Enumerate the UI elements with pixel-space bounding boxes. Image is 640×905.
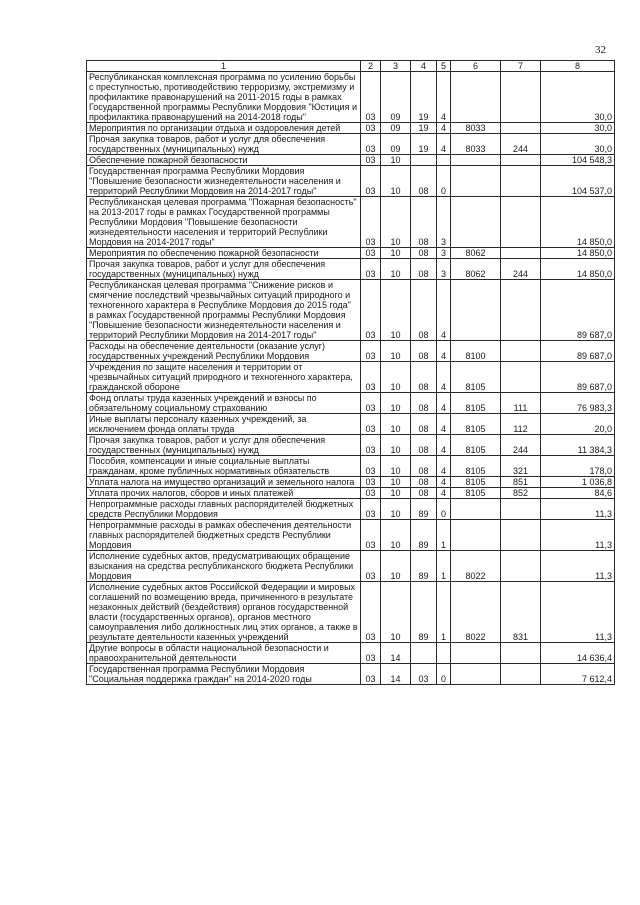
code-cell-col-6: 8022 <box>451 551 501 582</box>
code-cell-col-2: 03 <box>361 643 381 664</box>
expense-name-cell: Обеспечение пожарной безопасности <box>87 155 361 166</box>
code-cell-col-6 <box>451 499 501 520</box>
code-cell-col-4: 08 <box>411 248 437 259</box>
page-number: 32 <box>595 44 606 56</box>
code-cell-col-5: 4 <box>437 362 451 393</box>
table-row <box>87 393 615 414</box>
table-row <box>87 643 615 664</box>
code-cell-col-6: 8105 <box>451 414 501 435</box>
code-cell-col-2: 03 <box>361 488 381 499</box>
table-row <box>87 477 615 488</box>
code-cell-col-7 <box>501 362 541 393</box>
table-row <box>87 341 615 362</box>
code-cell-col-6: 8062 <box>451 248 501 259</box>
code-cell-col-7 <box>501 280 541 341</box>
code-cell-col-6: 8100 <box>451 341 501 362</box>
code-cell-col-5: 4 <box>437 414 451 435</box>
code-cell-col-8: 76 983,3 <box>541 393 615 414</box>
code-cell-col-3: 10 <box>381 341 411 362</box>
code-cell-col-5: 4 <box>437 72 451 123</box>
table-row <box>87 551 615 582</box>
code-cell-col-8: 89 687,0 <box>541 280 615 341</box>
code-cell-col-5: 1 <box>437 551 451 582</box>
code-cell-col-2: 03 <box>361 456 381 477</box>
expense-name-cell: Прочая закупка товаров, работ и услуг для обеспечения государственных (муниципальных) нужд <box>87 134 361 155</box>
code-cell-col-2: 03 <box>361 520 381 551</box>
code-cell-col-3: 14 <box>381 664 411 685</box>
code-cell-col-8: 178,0 <box>541 456 615 477</box>
code-cell-col-3: 10 <box>381 456 411 477</box>
code-cell-col-5: 0 <box>437 664 451 685</box>
column-header-4: 4 <box>411 61 437 72</box>
expense-name-cell: Республиканская комплексная программа по усилению борьбы с преступностью, противодействию терроризму, экстремизму и профилактике правонарушений на 2011-2015 годы в рамках Государственной программы Республики Мордовия "Юстиция и профилактика правонарушений на 2014-2018 годы" <box>87 72 361 123</box>
code-cell-col-8: 14 850,0 <box>541 197 615 248</box>
table-row <box>87 123 615 134</box>
code-cell-col-2: 03 <box>361 499 381 520</box>
code-cell-col-3: 10 <box>381 362 411 393</box>
code-cell-col-3: 10 <box>381 435 411 456</box>
code-cell-col-7: 852 <box>501 488 541 499</box>
expense-name-cell: Иные выплаты персоналу казенных учреждений, за исключением фонда оплаты труда <box>87 414 361 435</box>
table-row <box>87 664 615 685</box>
code-cell-col-6: 8105 <box>451 362 501 393</box>
table-row <box>87 582 615 643</box>
code-cell-col-8: 104 537,0 <box>541 166 615 197</box>
code-cell-col-5: 3 <box>437 197 451 248</box>
code-cell-col-2: 03 <box>361 414 381 435</box>
table-row <box>87 499 615 520</box>
code-cell-col-5: 4 <box>437 456 451 477</box>
code-cell-col-8: 30,0 <box>541 72 615 123</box>
code-cell-col-8: 89 687,0 <box>541 341 615 362</box>
expense-name-cell: Пособия, компенсации и иные социальные выплаты гражданам, кроме публичных нормативных обязательств <box>87 456 361 477</box>
code-cell-col-3: 10 <box>381 551 411 582</box>
code-cell-col-7 <box>501 72 541 123</box>
code-cell-col-5: 4 <box>437 393 451 414</box>
code-cell-col-2: 03 <box>361 362 381 393</box>
code-cell-col-2: 03 <box>361 477 381 488</box>
code-cell-col-5: 4 <box>437 477 451 488</box>
code-cell-col-4: 08 <box>411 477 437 488</box>
code-cell-col-3: 10 <box>381 582 411 643</box>
code-cell-col-8: 11,3 <box>541 499 615 520</box>
table-header <box>87 61 615 72</box>
code-cell-col-8: 11,3 <box>541 551 615 582</box>
code-cell-col-2: 03 <box>361 393 381 414</box>
code-cell-col-8: 14 636,4 <box>541 643 615 664</box>
table-row <box>87 362 615 393</box>
expense-name-cell: Расходы на обеспечение деятельности (оказание услуг) государственных учреждений Республики Мордовия <box>87 341 361 362</box>
code-cell-col-4: 03 <box>411 664 437 685</box>
code-cell-col-3: 10 <box>381 393 411 414</box>
code-cell-col-3: 10 <box>381 414 411 435</box>
code-cell-col-4: 89 <box>411 582 437 643</box>
code-cell-col-8: 7 612,4 <box>541 664 615 685</box>
code-cell-col-7 <box>501 499 541 520</box>
code-cell-col-7 <box>501 664 541 685</box>
code-cell-col-4: 08 <box>411 166 437 197</box>
code-cell-col-4 <box>411 155 437 166</box>
code-cell-col-6 <box>451 643 501 664</box>
code-cell-col-4: 19 <box>411 123 437 134</box>
code-cell-col-2: 03 <box>361 551 381 582</box>
code-cell-col-5: 0 <box>437 166 451 197</box>
table-row <box>87 197 615 248</box>
code-cell-col-7 <box>501 123 541 134</box>
code-cell-col-6: 8105 <box>451 435 501 456</box>
code-cell-col-5: 1 <box>437 582 451 643</box>
expense-name-cell: Государственная программа Республики Мордовия "Повышение безопасности жизнедеятельности населения и территорий Республики Мордовия на 2014-2017 годы" <box>87 166 361 197</box>
code-cell-col-3: 10 <box>381 197 411 248</box>
code-cell-col-2: 03 <box>361 134 381 155</box>
code-cell-col-8: 11,3 <box>541 582 615 643</box>
table-row <box>87 155 615 166</box>
code-cell-col-6 <box>451 280 501 341</box>
code-cell-col-5: 4 <box>437 280 451 341</box>
code-cell-col-4: 89 <box>411 499 437 520</box>
code-cell-col-2: 03 <box>361 664 381 685</box>
code-cell-col-4: 08 <box>411 197 437 248</box>
code-cell-col-7 <box>501 248 541 259</box>
code-cell-col-6 <box>451 166 501 197</box>
code-cell-col-8: 89 687,0 <box>541 362 615 393</box>
code-cell-col-8: 20,0 <box>541 414 615 435</box>
code-cell-col-2: 03 <box>361 341 381 362</box>
code-cell-col-2: 03 <box>361 155 381 166</box>
code-cell-col-7: 244 <box>501 259 541 280</box>
code-cell-col-6 <box>451 520 501 551</box>
table-body <box>87 72 615 685</box>
code-cell-col-7 <box>501 643 541 664</box>
table-row <box>87 414 615 435</box>
code-cell-col-6: 8062 <box>451 259 501 280</box>
column-header-2: 2 <box>361 61 381 72</box>
code-cell-col-2: 03 <box>361 280 381 341</box>
expense-name-cell: Мероприятия по обеспечению пожарной безопасности <box>87 248 361 259</box>
code-cell-col-4: 08 <box>411 259 437 280</box>
code-cell-col-2: 03 <box>361 166 381 197</box>
table-row <box>87 134 615 155</box>
code-cell-col-5: 4 <box>437 341 451 362</box>
code-cell-col-7 <box>501 155 541 166</box>
code-cell-col-8: 30,0 <box>541 134 615 155</box>
code-cell-col-5 <box>437 155 451 166</box>
code-cell-col-2: 03 <box>361 582 381 643</box>
expense-name-cell: Государственная программа Республики Мордовия "Социальная поддержка граждан" на 2014-2020 годы <box>87 664 361 685</box>
code-cell-col-4: 08 <box>411 393 437 414</box>
code-cell-col-3: 14 <box>381 643 411 664</box>
code-cell-col-3: 10 <box>381 280 411 341</box>
expense-name-cell: Мероприятия по организации отдыха и оздоровления детей <box>87 123 361 134</box>
column-header-5: 5 <box>437 61 451 72</box>
code-cell-col-2: 03 <box>361 248 381 259</box>
code-cell-col-8: 14 850,0 <box>541 259 615 280</box>
code-cell-col-6: 8033 <box>451 123 501 134</box>
table-row <box>87 488 615 499</box>
code-cell-col-2: 03 <box>361 72 381 123</box>
expense-name-cell: Учреждения по защите населения и территории от чрезвычайных ситуаций природного и техногенного характера, гражданской обороне <box>87 362 361 393</box>
expense-name-cell: Республиканская целевая программа "Пожарная безопасность" на 2013-2017 годы в рамках Государственной программы Республики Мордовия "Повышение безопасности жизнедеятельности населения и территорий Республики Мордовия на 2014-2017 годы" <box>87 197 361 248</box>
code-cell-col-4: 08 <box>411 435 437 456</box>
code-cell-col-4: 08 <box>411 488 437 499</box>
code-cell-col-7: 244 <box>501 435 541 456</box>
code-cell-col-4: 08 <box>411 362 437 393</box>
code-cell-col-7: 111 <box>501 393 541 414</box>
column-header-6: 6 <box>451 61 501 72</box>
code-cell-col-3: 10 <box>381 520 411 551</box>
code-cell-col-7 <box>501 197 541 248</box>
code-cell-col-6: 8033 <box>451 134 501 155</box>
code-cell-col-8: 1 036,8 <box>541 477 615 488</box>
code-cell-col-6 <box>451 72 501 123</box>
table-row <box>87 166 615 197</box>
code-cell-col-5: 0 <box>437 499 451 520</box>
code-cell-col-3: 10 <box>381 499 411 520</box>
code-cell-col-8: 30,0 <box>541 123 615 134</box>
code-cell-col-6: 8022 <box>451 582 501 643</box>
expense-name-cell: Другие вопросы в области национальной безопасности и правоохранительной деятельности <box>87 643 361 664</box>
code-cell-col-4: 08 <box>411 341 437 362</box>
code-cell-col-7 <box>501 166 541 197</box>
code-cell-col-5: 4 <box>437 435 451 456</box>
expense-name-cell: Уплата налога на имущество организаций и земельного налога <box>87 477 361 488</box>
code-cell-col-7 <box>501 520 541 551</box>
code-cell-col-7: 112 <box>501 414 541 435</box>
code-cell-col-4: 08 <box>411 414 437 435</box>
column-header-7: 7 <box>501 61 541 72</box>
code-cell-col-2: 03 <box>361 197 381 248</box>
code-cell-col-7: 244 <box>501 134 541 155</box>
code-cell-col-3: 10 <box>381 166 411 197</box>
code-cell-col-7: 831 <box>501 582 541 643</box>
column-header-3: 3 <box>381 61 411 72</box>
code-cell-col-6: 8105 <box>451 393 501 414</box>
table-row <box>87 456 615 477</box>
expense-name-cell: Непрограммные расходы в рамках обеспечения деятельности главных распорядителей бюджетных средств Республики Мордовия <box>87 520 361 551</box>
code-cell-col-6 <box>451 197 501 248</box>
code-cell-col-6 <box>451 155 501 166</box>
expense-name-cell: Исполнение судебных актов, предусматривающих обращение взыскания на средства республиканского бюджета Республики Мордовия <box>87 551 361 582</box>
code-cell-col-7: 851 <box>501 477 541 488</box>
expense-name-cell: Прочая закупка товаров, работ и услуг для обеспечения государственных (муниципальных) нужд <box>87 259 361 280</box>
code-cell-col-5: 3 <box>437 259 451 280</box>
code-cell-col-6 <box>451 664 501 685</box>
expense-name-cell: Уплата прочих налогов, сборов и иных платежей <box>87 488 361 499</box>
code-cell-col-8: 84,6 <box>541 488 615 499</box>
code-cell-col-5: 4 <box>437 488 451 499</box>
code-cell-col-5: 4 <box>437 123 451 134</box>
code-cell-col-6: 8105 <box>451 477 501 488</box>
code-cell-col-3: 10 <box>381 259 411 280</box>
table-row <box>87 280 615 341</box>
code-cell-col-6: 8105 <box>451 488 501 499</box>
code-cell-col-8: 14 850,0 <box>541 248 615 259</box>
code-cell-col-5: 4 <box>437 134 451 155</box>
expense-name-cell: Республиканская целевая программа "Снижение рисков и смягчение последствий чрезвычайных ситуаций природного и техногенного характера в Республике Мордовия до 2015 года" в рамках Государственной программы Республики Мордовия "Повышение безопасности жизнедеятельности населения и территорий Республики Мордовия на 2014-2017 годы" <box>87 280 361 341</box>
code-cell-col-5 <box>437 643 451 664</box>
code-cell-col-2: 03 <box>361 435 381 456</box>
code-cell-col-4 <box>411 643 437 664</box>
code-cell-col-3: 09 <box>381 72 411 123</box>
table-row <box>87 72 615 123</box>
table-row <box>87 520 615 551</box>
budget-table <box>86 60 615 685</box>
code-cell-col-8: 11 384,3 <box>541 435 615 456</box>
code-cell-col-2: 03 <box>361 123 381 134</box>
code-cell-col-3: 09 <box>381 134 411 155</box>
code-cell-col-7: 321 <box>501 456 541 477</box>
expense-name-cell: Исполнение судебных актов Российской Федерации и мировых соглашений по возмещению вреда, причиненного в результате незаконных действий (бездействия) органов государственной власти (государственных органов), органов местного самоуправления либо должностных лиц этих органов, а также в результате деятельности казенных учреждений <box>87 582 361 643</box>
code-cell-col-6: 8105 <box>451 456 501 477</box>
code-cell-col-3: 10 <box>381 488 411 499</box>
table-row <box>87 248 615 259</box>
code-cell-col-8: 104 548,3 <box>541 155 615 166</box>
expense-name-cell: Прочая закупка товаров, работ и услуг для обеспечения государственных (муниципальных) нужд <box>87 435 361 456</box>
table-row <box>87 435 615 456</box>
code-cell-col-4: 89 <box>411 520 437 551</box>
expense-name-cell: Непрограммные расходы главных распорядителей бюджетных средств Республики Мордовия <box>87 499 361 520</box>
column-header-8: 8 <box>541 61 615 72</box>
code-cell-col-5: 3 <box>437 248 451 259</box>
column-header-1: 1 <box>87 61 361 72</box>
expense-name-cell: Фонд оплаты труда казенных учреждений и взносы по обязательному социальному страхованию <box>87 393 361 414</box>
code-cell-col-5: 1 <box>437 520 451 551</box>
code-cell-col-2: 03 <box>361 259 381 280</box>
code-cell-col-3: 09 <box>381 123 411 134</box>
code-cell-col-3: 10 <box>381 477 411 488</box>
code-cell-col-4: 19 <box>411 72 437 123</box>
code-cell-col-4: 08 <box>411 280 437 341</box>
code-cell-col-8: 11,3 <box>541 520 615 551</box>
code-cell-col-3: 10 <box>381 248 411 259</box>
code-cell-col-3: 10 <box>381 155 411 166</box>
code-cell-col-4: 89 <box>411 551 437 582</box>
code-cell-col-4: 08 <box>411 456 437 477</box>
table-row <box>87 259 615 280</box>
code-cell-col-7 <box>501 551 541 582</box>
code-cell-col-4: 19 <box>411 134 437 155</box>
code-cell-col-7 <box>501 341 541 362</box>
